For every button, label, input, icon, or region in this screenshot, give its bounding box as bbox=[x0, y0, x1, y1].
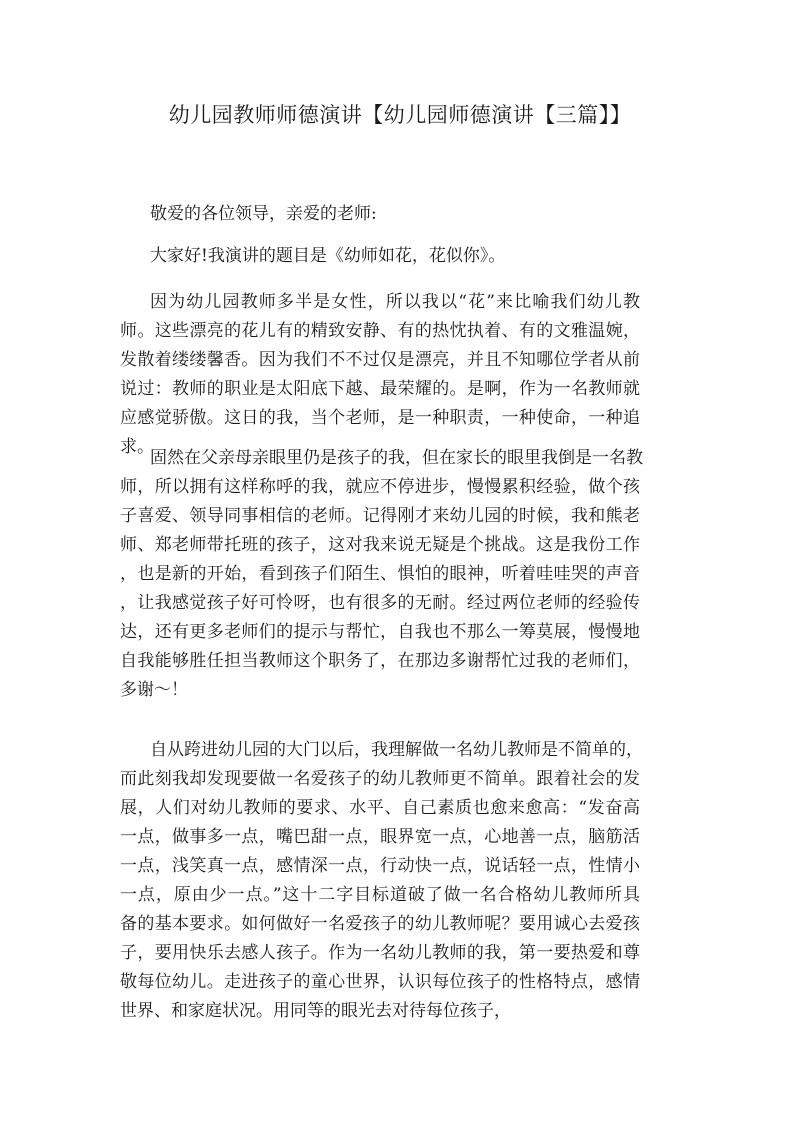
paragraph-line: 应感觉骄傲。这日的我，当个老师，是一种职责，一种使命，一种追 bbox=[120, 408, 640, 428]
paragraph-line: 一点，做事多一点，嘴巴甜一点，眼界宽一点，心地善一点，脑筋活 bbox=[120, 827, 640, 847]
paragraph-line: 师、郑老师带托班的孩子，这对我来说无疑是个挑战。这是我份工作 bbox=[120, 535, 640, 555]
greeting-paragraph bbox=[120, 200, 640, 229]
paragraph-line: 备的基本要求。如何做好一名爱孩子的幼儿教师呢？要用诚心去爱孩 bbox=[120, 914, 640, 934]
paragraph-line: 子，要用快乐去感人孩子。作为一名幼儿教师的我，第一要热爱和尊 bbox=[120, 943, 640, 963]
body-paragraph-3 bbox=[120, 736, 643, 1026]
paragraph-line: 说过：教师的职业是太阳底下越、最荣耀的。是啊，作为一名教师就 bbox=[120, 379, 640, 399]
paragraph-line: 师，所以拥有这样称呼的我，就应不停进步，慢慢累积经验，做个孩 bbox=[120, 477, 640, 497]
body-paragraph-2 bbox=[120, 444, 643, 705]
paragraph-line: 多谢～！ bbox=[120, 680, 188, 700]
paragraph-line: 因为幼儿园教师多半是女性，所以我以“花”来比喻我们幼儿教 bbox=[150, 292, 640, 312]
paragraph-line: 世界、和家庭状况。用同等的眼光去对待每位孩子， bbox=[120, 1001, 511, 1021]
paragraph-line: 展，人们对幼儿教师的要求、水平、自己素质也愈来愈高：“发奋高 bbox=[120, 798, 640, 818]
paragraph-line: 求。 bbox=[120, 437, 154, 457]
greeting-line: 敬爱的各位领导，亲爱的老师: bbox=[150, 204, 377, 224]
paragraph-line: 一点，原由少一点。”这十二字目标道破了做一名合格幼儿教师所具 bbox=[120, 885, 640, 905]
paragraph-line: 自从跨进幼儿园的大门以后，我理解做一名幼儿教师是不简单的， bbox=[150, 740, 643, 760]
paragraph-line: 师。这些漂亮的花儿有的精致安静、有的热忱执着、有的文雅温婉， bbox=[120, 321, 640, 341]
paragraph-line: 达，还有更多老师们的提示与帮忙，自我也不那么一筹莫展，慢慢地 bbox=[120, 622, 640, 642]
body-paragraph-1 bbox=[120, 288, 640, 462]
paragraph-line: ，让我感觉孩子好可怜呀，也有很多的无耐。经过两位老师的经验传 bbox=[120, 593, 640, 613]
paragraph-line: 发散着缕缕馨香。因为我们不不过仅是漂亮，并且不知哪位学者从前 bbox=[120, 350, 640, 370]
paragraph-line: 一点，浅笑真一点，感情深一点，行动快一点，说话轻一点，性情小 bbox=[120, 856, 640, 876]
paragraph-line: 而此刻我却发现要做一名爱孩子的幼儿教师更不简单。跟着社会的发 bbox=[120, 769, 640, 789]
document-title: 幼儿园教师师德演讲【幼儿园师德演讲【三篇】】 bbox=[168, 103, 632, 127]
paragraph-line: 固然在父亲母亲眼里仍是孩子的我，但在家长的眼里我倒是一名教 bbox=[150, 448, 643, 468]
paragraph-line: 自我能够胜任担当教师这个职务了，在那边多谢帮忙过我的老师们， bbox=[120, 651, 640, 671]
paragraph-line: 子喜爱、领导同事相信的老师。记得刚才来幼儿园的时候，我和熊老 bbox=[120, 506, 640, 526]
opening-line: 大家好!我演讲的题目是《幼师如花，花似你》。 bbox=[150, 246, 506, 266]
opening-paragraph bbox=[120, 242, 640, 271]
paragraph-line: 敬每位幼儿。走进孩子的童心世界，认识每位孩子的性格特点，感情 bbox=[120, 972, 640, 992]
paragraph-line: ，也是新的开始，看到孩子们陌生、惧怕的眼神，听着哇哇哭的声音 bbox=[120, 564, 640, 584]
